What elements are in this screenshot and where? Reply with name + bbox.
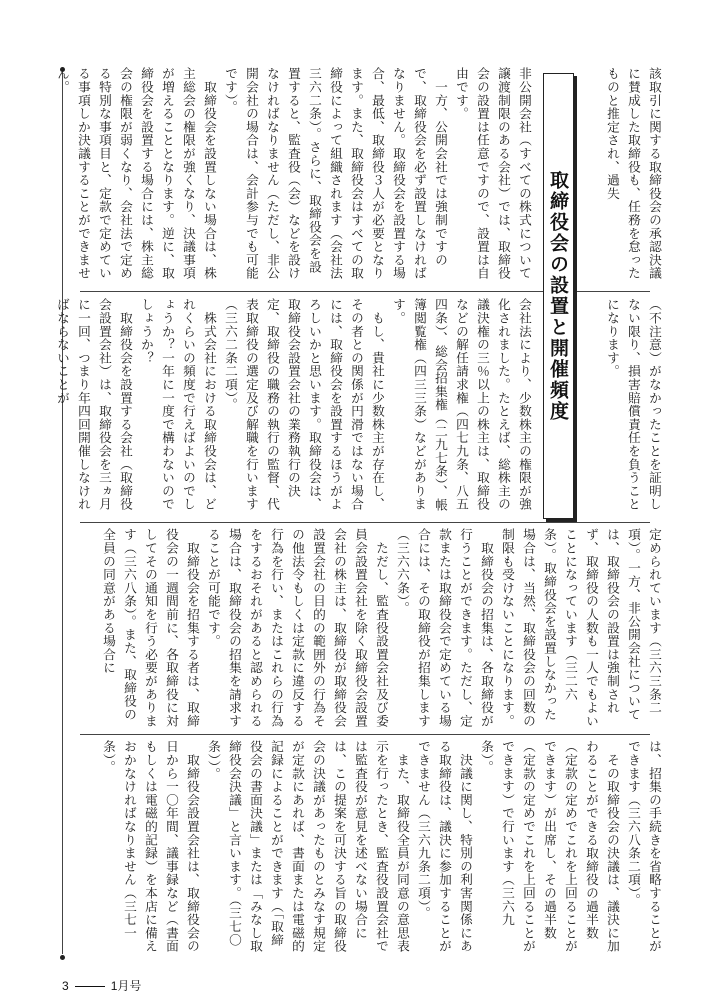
body-text-tier2-right: 定められています（三六三条二項）。一方、非公開会社については、取締役会の設置は強制されず、取締役の人数も一人でもよいことになっています（三二六条）。取締役会を設置しなかった場合は、当然、取締役会の回数の制限も受けないことになります。 取締役会の招集は、各取締役が行うことができます。ただし、定款または取締役会で定めている場合には、その取締役が招集します（三六六条）。 ただし、監査役設置会社及び委員会設置会社を除く取締役会設置会社の株主は、取締役が取締役会設置会社の目的の範囲外の行為その他法令もしくは定款に違反する行為を行い、またはこれらの行為をするおそれがあると認められる場合は、取締役会の招集を請求することが可能です。 取締役会を招集する者は、取締役会の一週間前に、各取締役に対してその通知を行う必要があります（三六八条）。また、取締役の全員の同意がある場合に (101, 528, 662, 728)
intro-text-top: 該取引に関する取締役会の承認決議に賛成した取締役も、任務を怠ったものと推定され、過失 (605, 67, 662, 280)
body-text-tier1-left: 会社法により、少数株主の権限が強化されました。たとえば、総株主の議決権の三％以上の株主は、取締役などの解任請求権（四七九条、八五四条）、総会招集権（二九七条）、帳簿閲覧権（四三三条）などがあります。 もし、貴社に少数株主が存在し、その者との関係が円滑ではない場合には、取締役会を設置するほうがよろしいかと思います。取締役会は、取締役会設置会社の業務執行の決定、取締役の職務の執行の監督、代表取締役の選定及び解職を行います（三六二条二項）。 株式会社における取締役会は、どれくらいの頻度で行えばよいのでしょうか？一年に一度で構わないのでしょうか？ 取締役会を設置する会社（取締役会設置会社）は、取締役会を三ヵ月に一回、つまり年四回開催しなければならないことが (55, 298, 532, 512)
body-text-tier2-left: は、招集の手続きを省略することができます（三六八条二項）。 その取締役会の決議は、議決に加わることができる取締役の過半数（定款の定めでこれを上回ることができます）が出席し、その過半数（定款の定めでこれを上回ることができます）で行います（三六九条）。 決議に関し、特別の利害関係にある取締役は、議決に参加することができません（三六九条二項）。 また、取締役全員が同意の意思表示を行ったとき、監査役設置会社では監査役が意見を述べない場合には、この提案を可決する旨の取締役会の決議があったものとみなす規定が定款にあれば、書面または電磁的記録によることができます（「取締役会の書面決議」または「みなし取締役会決議」と言います。（三七〇条））。 取締役会設置会社は、取締役会の日から一〇年間、議事録など（書面もしくは電磁的記録）を本店に備えおかなければなりません（三七一条）。 (101, 740, 662, 953)
footer-dash (75, 986, 105, 987)
page-number: 3 (62, 979, 69, 993)
tier-rule-3 (80, 734, 650, 735)
margin-rule (62, 72, 63, 954)
tier-rule-2 (80, 522, 650, 523)
section-heading-box (543, 73, 574, 519)
section-heading: 取締役会の設置と開催頻度 (547, 170, 569, 422)
intro-text-bottom: （不注意）がなかったことを証明しない限り、損害賠償責任を負うことになります。 (605, 298, 662, 511)
page-footer (62, 977, 141, 994)
issue-label: 1月号 (110, 979, 142, 993)
margin-dot-bottom (60, 955, 65, 960)
body-text-tier1-right: 非公開会社（すべての株式について譲渡制限のある会社）では、取締役会の設置は任意ですので、設置は自由です。 一方、公開会社では強制ですので、取締役会を必ず設置しなければなりません。取締役会を設置する場合、最低、取締役３人が必要となります。また、取締役会はすべての取締役によって組織されます（会社法三六二条）。さらに、取締役会を設置すると、監査役（会）などを設けなければなりません（ただし、非公開会社の場合は、会計参与でも可能です）。 取締役会を設置しない場合は、株主総会の権限が強くなり、決議事項が増えることとなります。逆に、取締役会を設置する場合には、株主総会の権限が弱くなり、会社法で定める特別な事項目と、定款で定めている事項しか決議することができません。 (55, 67, 532, 280)
